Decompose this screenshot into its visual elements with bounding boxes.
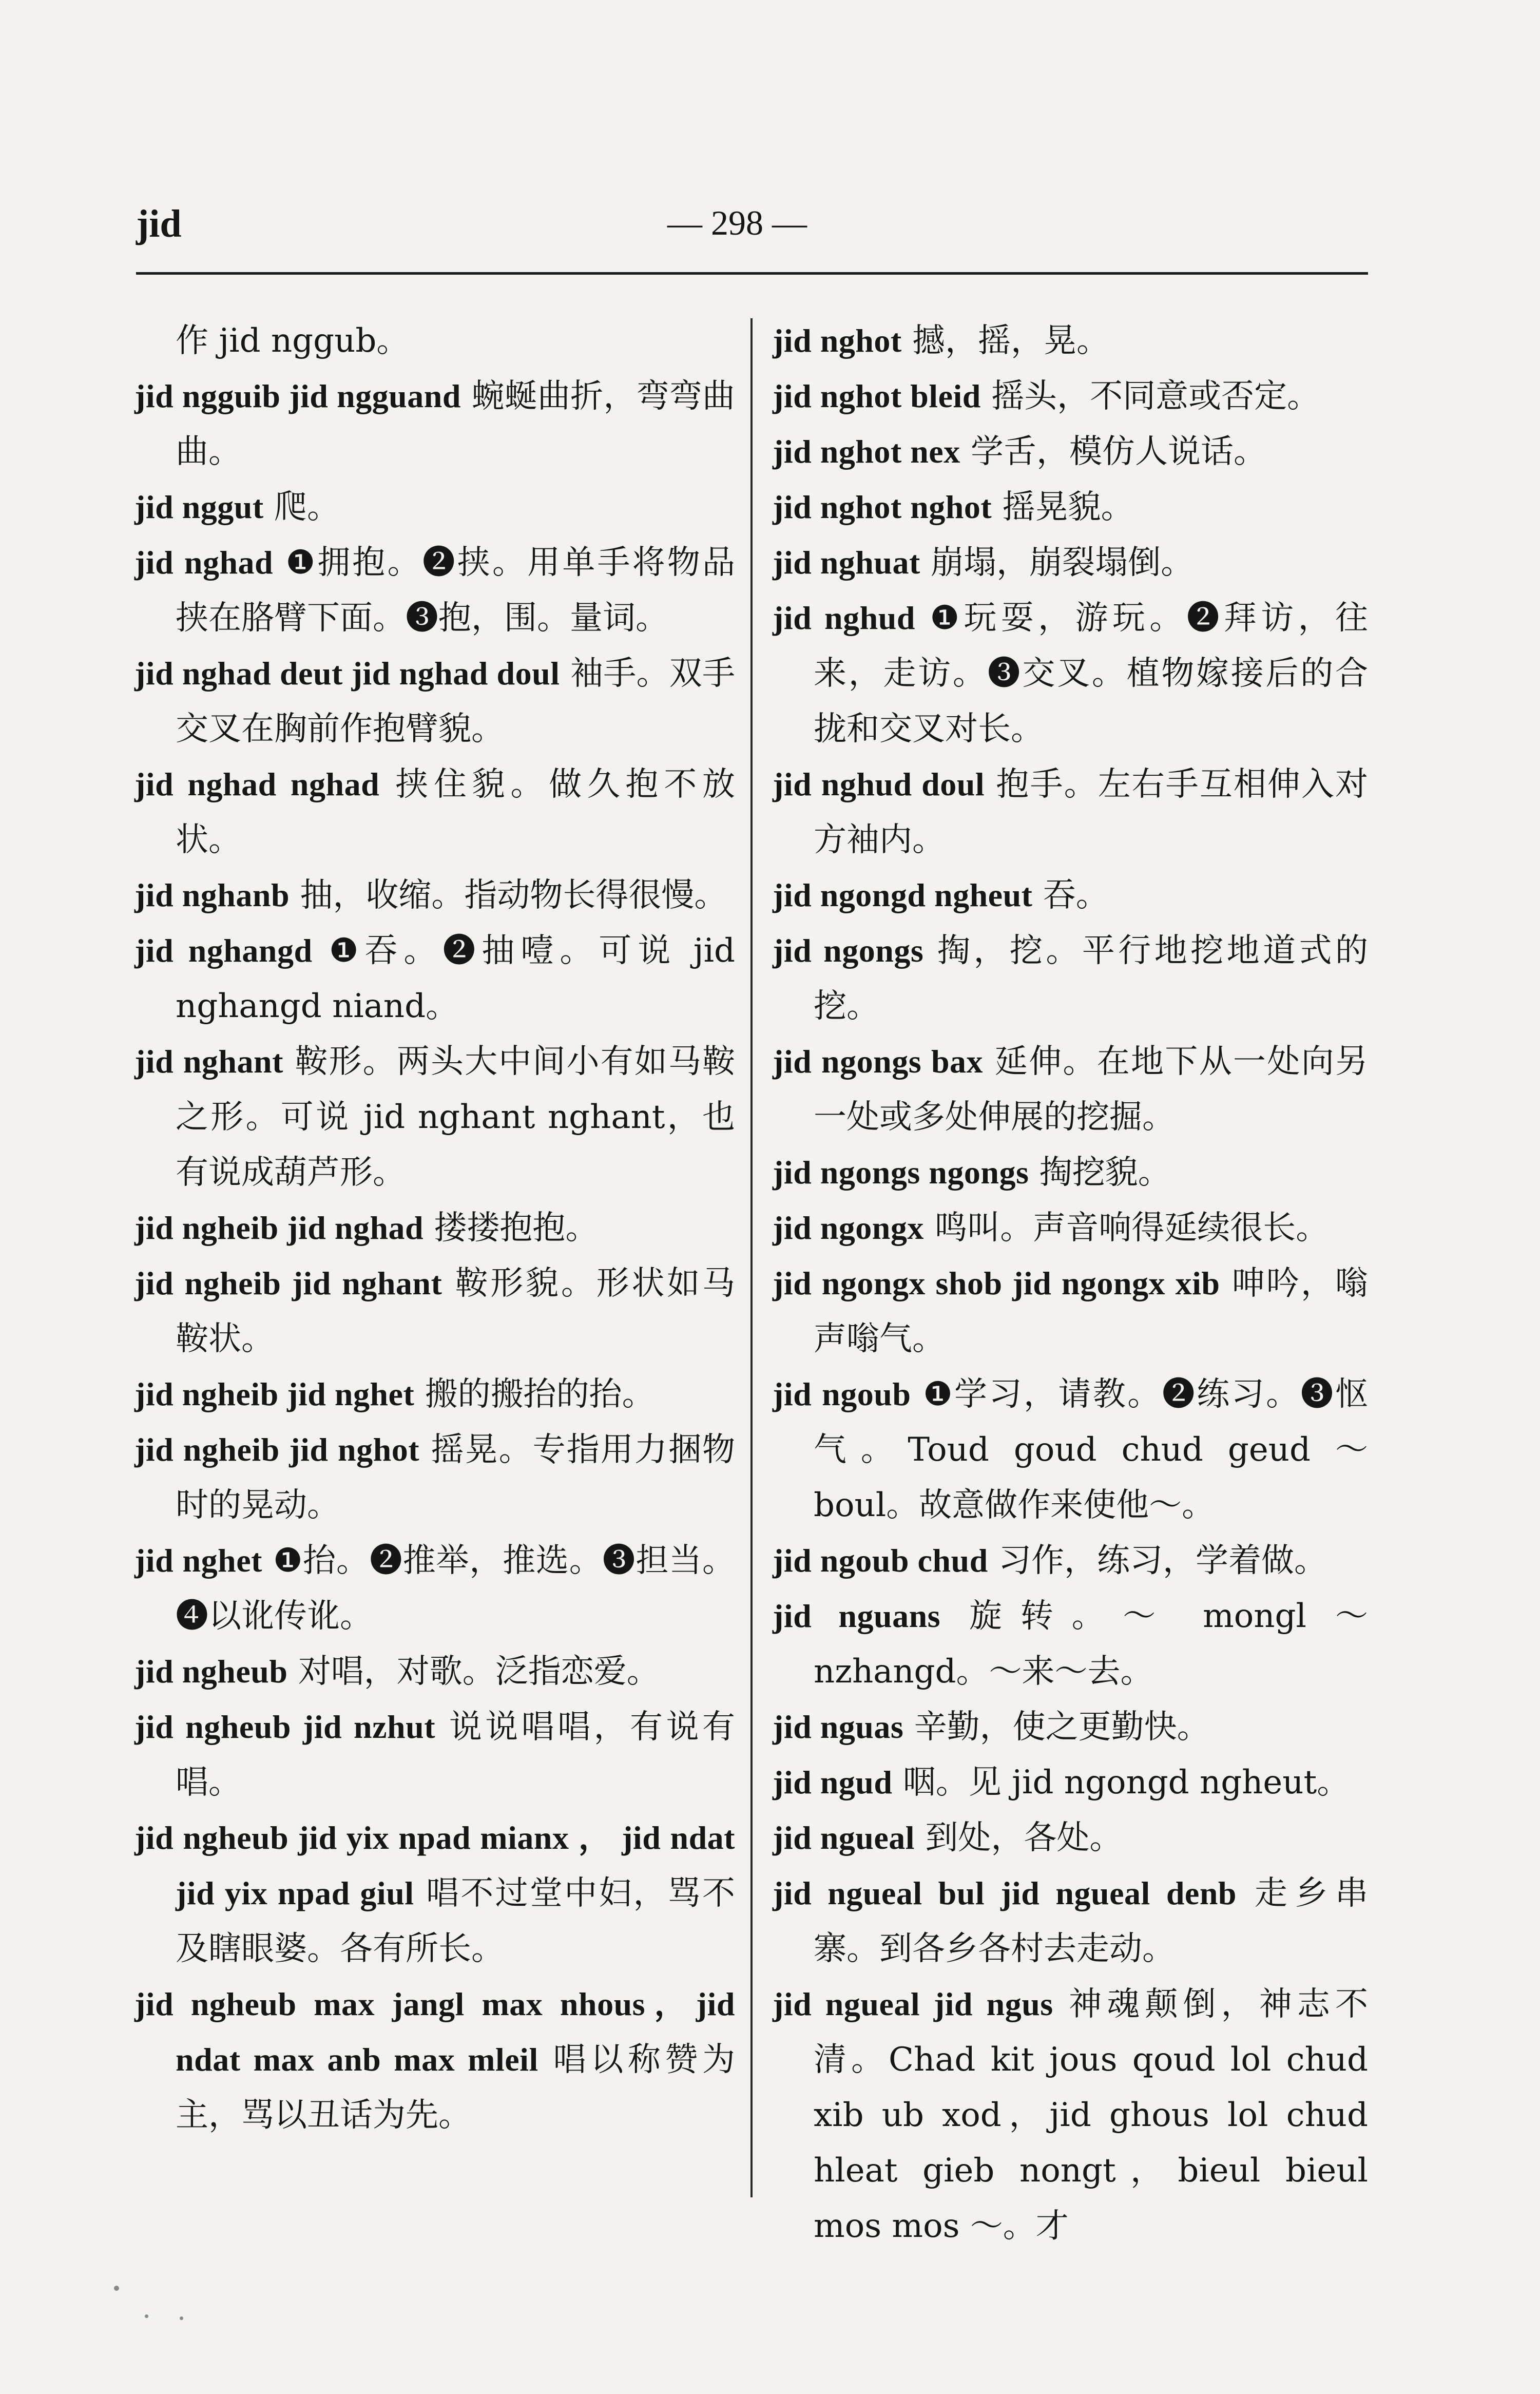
dictionary-entry — [134, 1367, 735, 1422]
running-header-word: jid — [136, 202, 182, 245]
entry-headword: jid ngongs ngongs — [773, 1154, 1029, 1191]
entry-headword: jid ngheub max jangl max nhous，jid ndat max anb max mleil — [134, 1986, 735, 2078]
entry-definition: 鸣叫。声音响得延续很长。 — [934, 1209, 1329, 1247]
entry-headword: jid nghet — [134, 1542, 262, 1579]
entry-definition: 旋转。～ mongl ～ nzhangd。～来～去。 — [814, 1597, 1369, 1691]
entry-definition: 挟住貌。做久抱不放状。 — [176, 765, 735, 859]
entry-headword: jid nghangd — [134, 932, 313, 969]
entry-definition: 说说唱唱，有说有唱。 — [176, 1708, 736, 1802]
entry-definition: 摇晃貌。 — [1002, 488, 1134, 526]
dictionary-entry — [773, 1977, 1368, 2254]
entry-headword: jid ngheib jid nghot — [134, 1431, 420, 1468]
entry-headword: jid nghant — [134, 1043, 283, 1080]
entry-definition: 搬的搬抬的抬。 — [425, 1375, 655, 1413]
entry-definition: 搂搂抱抱。 — [434, 1209, 599, 1247]
dictionary-entry — [773, 1034, 1368, 1145]
entry-definition: ❶拥抱。❷挟。用单手将物品挟在胳臂下面。❸抱，围。量词。 — [176, 544, 736, 637]
entry-headword: jid ngongx shob jid ngongx xib — [773, 1265, 1220, 1301]
entry-definition: ❶吞。❷抽噎。可说 jid nghangd niand。 — [176, 932, 736, 1025]
dictionary-entry — [134, 757, 735, 868]
entry-headword: jid ngoub — [773, 1376, 911, 1412]
dictionary-entry — [773, 424, 1368, 480]
entry-headword: jid nghuat — [773, 544, 920, 581]
entry-headword: jid nggut — [134, 489, 264, 525]
entry-headword: jid ngguib jid ngguand — [134, 378, 461, 414]
entry-headword: jid ngongx — [773, 1210, 924, 1246]
entry-definition: 爬。 — [274, 488, 340, 526]
entry-headword: jid nghot nghot — [773, 489, 992, 525]
print-speck — [145, 2314, 148, 2318]
header-rule — [136, 272, 1368, 275]
entry-headword: jid nghad — [134, 544, 274, 581]
entry-headword: jid ngheub jid nzhut — [134, 1709, 436, 1745]
entry-definition: 掏挖貌。 — [1039, 1154, 1171, 1192]
page-number: — 298 — — [667, 203, 807, 242]
dictionary-entry — [773, 1367, 1368, 1533]
dictionary-entry — [134, 1422, 735, 1533]
entry-definition: ❶抬。❷推举，推选。❸担当。❹以讹传讹。 — [176, 1542, 735, 1635]
entry-headword: jid ngheub jid yix npad mianx ， jid ndat jid yix npad giul — [134, 1820, 735, 1911]
entry-headword: jid nghot — [773, 322, 902, 359]
dictionary-entry — [773, 313, 1368, 369]
dictionary-entry — [134, 1977, 735, 2143]
entry-definition: 学舌，模仿人说话。 — [971, 433, 1267, 471]
entry-definition: 鞍形。两头大中间小有如马鞍之形。可说 jid nghant nghant，也有说成葫芦形。 — [176, 1043, 736, 1192]
entry-definition: 吞。 — [1043, 876, 1109, 914]
dictionary-entry — [773, 590, 1368, 757]
entry-definition: 蜿蜒曲折，弯弯曲曲。 — [176, 377, 736, 471]
entry-definition: 到处，各处。 — [925, 1819, 1123, 1857]
entry-headword: jid nghud doul — [773, 766, 985, 802]
right-column — [773, 313, 1368, 2254]
entry-definition: ❶玩耍，游玩。❷拜访，往来，走访。❸交叉。植物嫁接后的合拢和交叉对长。 — [814, 599, 1369, 748]
dictionary-entry — [134, 923, 735, 1034]
entry-headword: jid ngueal bul jid ngueal denb — [773, 1875, 1237, 1911]
entry-headword: jid ngheib jid nghet — [134, 1376, 415, 1412]
entry-definition: 唱不过堂中妇，骂不及瞎眼婆。各有所长。 — [176, 1874, 736, 1968]
entry-definition: ❶学习，请教。❷练习。❸怄气。Toud goud chud geud ～ boul。故意做作来使他～。 — [814, 1375, 1369, 1524]
entry-definition: 延伸。在地下从一处向另一处或多处伸展的挖掘。 — [814, 1043, 1369, 1136]
dictionary-entry — [773, 1256, 1368, 1367]
dictionary-entry — [134, 480, 735, 535]
print-speck — [114, 2286, 119, 2291]
entry-definition: 作 jid nggub。 — [176, 322, 410, 360]
dictionary-entry — [134, 1644, 735, 1699]
dictionary-entry — [773, 1533, 1368, 1588]
entry-headword: jid ngheib jid nghad — [134, 1210, 424, 1246]
entry-definition: 对唱，对歌。泛指恋爱。 — [298, 1653, 660, 1691]
entry-definition: 掏，挖。平行地挖地道式的挖。 — [814, 932, 1369, 1025]
entry-headword: jid ngoub chud — [773, 1542, 988, 1579]
entry-definition: 走乡串寨。到各乡各村去走动。 — [814, 1874, 1368, 1968]
dictionary-entry — [134, 1200, 735, 1256]
entry-definition: 崩塌，崩裂塌倒。 — [931, 544, 1194, 582]
dictionary-entry — [134, 1256, 735, 1367]
dictionary-entry — [773, 369, 1368, 424]
entry-headword: jid ngueal jid ngus — [773, 1986, 1053, 2022]
entry-headword: jid nghot bleid — [773, 378, 981, 414]
dictionary-entry — [773, 1145, 1368, 1200]
entry-definition: 鞍形貌。形状如马鞍状。 — [176, 1265, 736, 1358]
column-divider — [750, 318, 753, 2197]
entry-definition: 抱手。左右手互相伸入对方袖内。 — [814, 765, 1369, 859]
entry-definition: 咽。见 jid ngongd ngheut。 — [902, 1764, 1350, 1802]
dictionary-entry — [134, 313, 735, 369]
dictionary-entry — [773, 535, 1368, 590]
entry-headword: jid ngheub — [134, 1653, 288, 1690]
entry-definition: 神魂颠倒，神志不清。Chad kit jous qoud lol chud xib ub xod，jid ghous lol chud hleat gieb nongt，bieul bieul mos mos ～。才 — [814, 1985, 1369, 2245]
entry-definition: 习作，练习，学着做。 — [998, 1542, 1327, 1580]
dictionary-entry — [773, 1866, 1368, 1977]
dictionary-entry — [134, 1034, 735, 1200]
entry-definition: 摇头，不同意或否定。 — [991, 377, 1320, 415]
entry-headword: jid ngueal — [773, 1820, 915, 1856]
dictionary-entry — [773, 1200, 1368, 1256]
dictionary-entry — [773, 757, 1368, 868]
dictionary-entry — [134, 1810, 735, 1977]
entry-headword: jid ngongd ngheut — [773, 877, 1033, 913]
dictionary-entry — [134, 868, 735, 923]
entry-definition: 呻吟，嗡声嗡气。 — [814, 1265, 1369, 1358]
entry-headword: jid nguans — [773, 1598, 941, 1634]
dictionary-entry — [134, 535, 735, 646]
entry-headword: jid ngud — [773, 1764, 893, 1801]
entry-definition: 摇晃。专指用力捆物时的晃动。 — [176, 1431, 736, 1524]
entry-definition: 袖手。双手交叉在胸前作抱臂貌。 — [176, 655, 735, 748]
dictionary-entry — [773, 1588, 1368, 1699]
dictionary-entry — [773, 480, 1368, 535]
dictionary-entry — [773, 1699, 1368, 1755]
entry-definition: 辛勤，使之更勤快。 — [914, 1708, 1210, 1746]
entry-headword: jid nghad nghad — [134, 766, 380, 802]
print-speck — [180, 2316, 183, 2320]
entry-headword: jid ngheib jid nghant — [134, 1265, 442, 1301]
entry-headword: jid nghud — [773, 600, 915, 636]
entry-headword: jid nghad deut jid nghad doul — [134, 655, 560, 692]
dictionary-entry — [134, 1533, 735, 1644]
entry-headword: jid nghot nex — [773, 433, 960, 470]
dictionary-entry — [773, 868, 1368, 923]
entry-headword: jid nguas — [773, 1709, 904, 1745]
dictionary-entry — [773, 1755, 1368, 1810]
entry-headword: jid nghanb — [134, 877, 290, 913]
entry-headword: jid ngongs — [773, 932, 924, 969]
dictionary-entry — [134, 1699, 735, 1810]
entry-definition: 抽，收缩。指动物长得很慢。 — [300, 876, 727, 914]
dictionary-entry — [134, 646, 735, 757]
entry-headword: jid ngongs bax — [773, 1043, 984, 1080]
entry-definition: 唱以称赞为主，骂以丑话为先。 — [176, 2041, 736, 2134]
dictionary-entry — [773, 1810, 1368, 1866]
left-column — [134, 313, 735, 2143]
entry-definition: 撼，摇，晃。 — [912, 322, 1110, 360]
dictionary-entry — [773, 923, 1368, 1034]
dictionary-entry — [134, 369, 735, 480]
